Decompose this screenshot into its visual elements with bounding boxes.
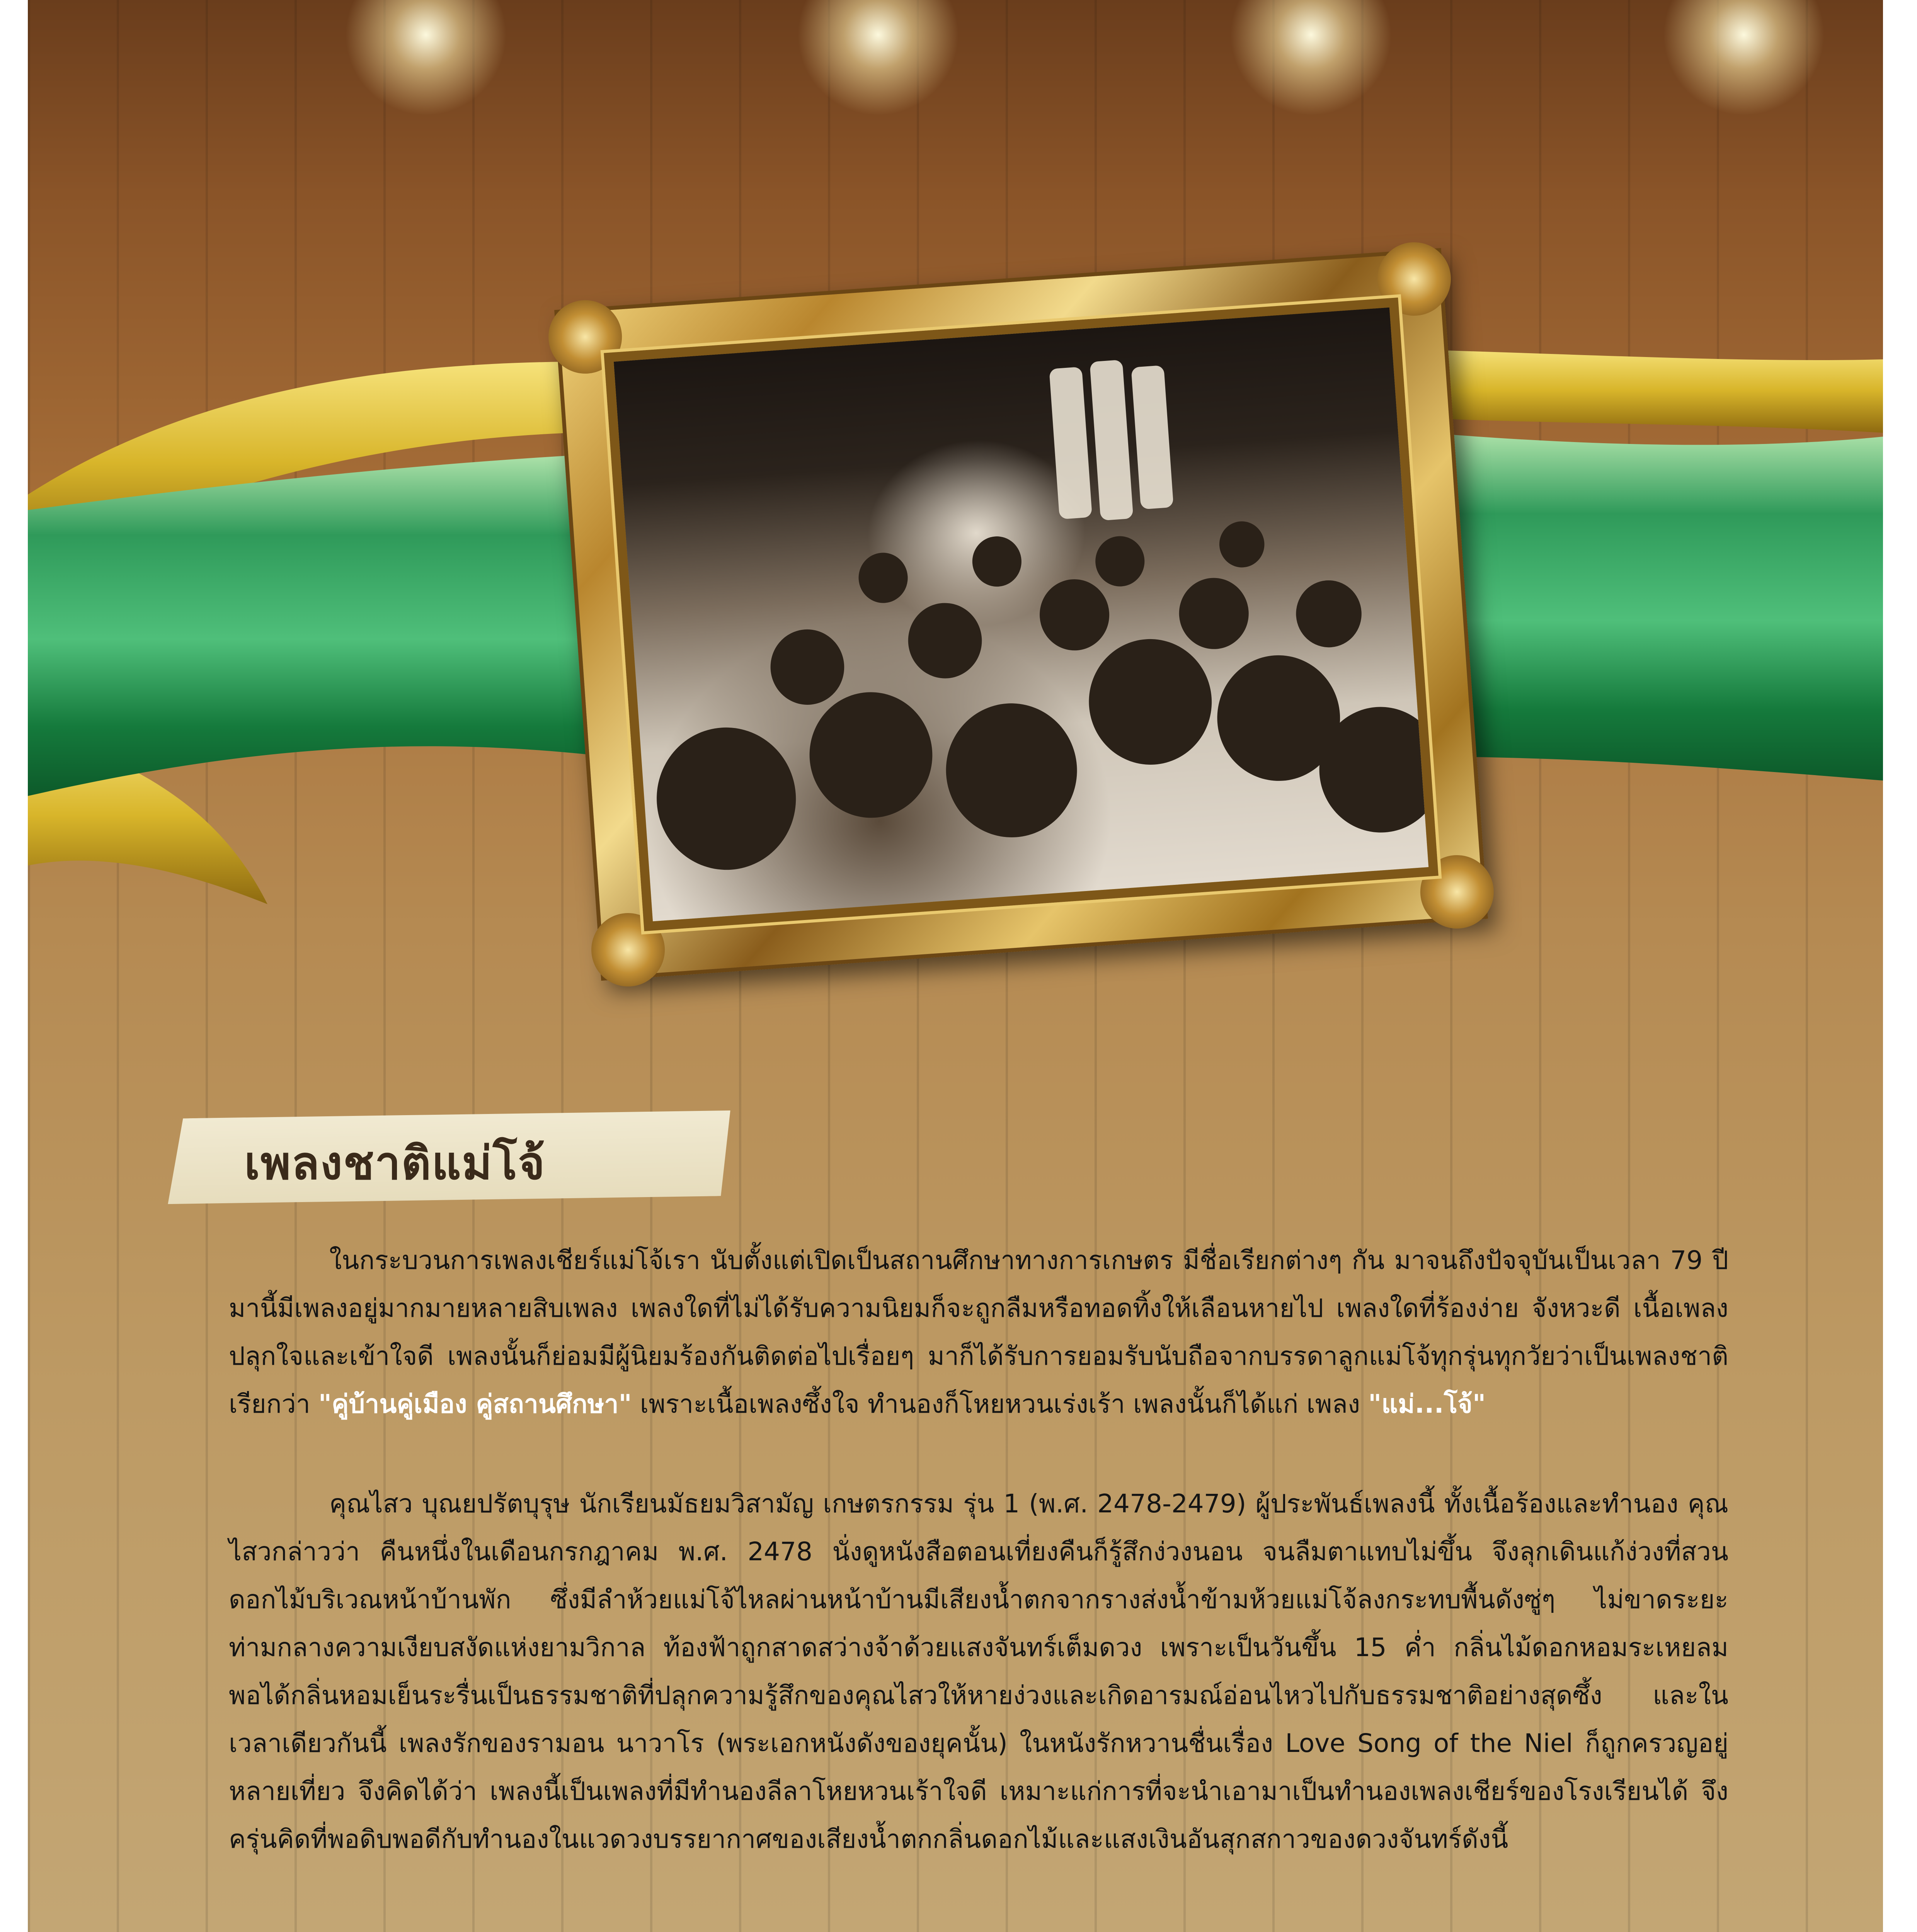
ceiling-light-icon	[345, 0, 507, 116]
vintage-photo	[604, 298, 1439, 931]
ceiling-light-icon	[1663, 0, 1825, 116]
paragraph-2-text: คุณไสว บุณยปรัตบุรุษ นักเรียนมัธยมวิสามัญ เกษตรกรรม รุ่น 1 (พ.ศ. 2478-2479) ผู้ประพันธ์เพลงนี้ ทั้งเนื้อร้องและทำนอง คุณไสวกล่าวว่า คืนหนึ่งในเดือนกรกฎาคม พ.ศ. 2478 นั่งดูหนังสือตอนเที่ยงคืนก็รู้สึกง่วงนอน จนลืมตาแทบไม่ขึ้น จึงลุกเดินแก้ง่วงที่สวนดอกไม้บริเวณหน้าบ้านพัก ซึ่งมีลำห้วยแม่โจ้ไหลผ่านหน้าบ้านมีเสียงน้ำตกจากรางส่งน้ำข้ามห้วยแม่โจ้ลงกระทบพื้นดังซู่ๆ ไม่ขาดระยะท่ามกลางความเงียบสงัดแห่งยามวิกาล ท้องฟ้าถูกสาดสว่างจ้าด้วยแสงจันทร์เต็มดวง เพราะเป็นวันขึ้น 15 ค่ำ กลิ่นไม้ดอกหอมระเหยลม พอได้กลิ่นหอมเย็นระรื่นเป็นธรรมชาติที่ปลุกความรู้สึกของคุณไสวให้หายง่วงและเกิดอารมณ์อ่อนไหวไปกับธรรมชาติอย่างสุดซึ้ง และในเวลาเดียวกันนี้ เพลงรักของรามอน นาวาโร (พระเอกหนังดังของยุคนั้น) ในหนังรักหวานชื่นเรื่อง Love Song of the Niel ก็ถูกครวญอยู่หลายเที่ยว จึงคิดได้ว่า เพลงนี้เป็นเพลงที่มีทำนองลีลาโหยหวนเร้าใจดี เหมาะแก่การที่จะนำเอามาเป็นทำนองเพลงเชียร์ของโรงเรียนได้ จึงครุ่นคิดที่พอดิบพอดีกับทำนองในแวดวงบรรยากาศของเสียงน้ำตกกลิ่นดอกไม้และแสงเงินอันสุกสกาวของดวงจันทร์ดังนี้	[229, 1489, 1728, 1854]
ceiling-light-icon	[1230, 0, 1392, 116]
ceiling-light-icon	[797, 0, 959, 116]
paragraph-1-middle: เพราะเนื้อเพลงซึ้งใจ ทำนองก็โหยหวนเร่งเร้า เพลงนั้นก็ได้แก่ เพลง	[640, 1389, 1360, 1419]
quote-ku-ban-ku-mueang: "คู่บ้านคู่เมือง คู่สถานศึกษา"	[318, 1389, 632, 1419]
page-background	[28, 0, 1883, 1932]
paragraph-1-text: ในกระบวนการเพลงเชียร์แม่โจ้เรา นับตั้งแต่เปิดเป็นสถานศึกษาทางการเกษตร มีชื่อเรียกต่างๆ กัน มาจนถึงปัจจุบันเป็นเวลา 79 ปี มานี้มีเพลงอยู่มากมายหลายสิบเพลง เพลงใดที่ไม่ได้รับความนิยมก็จะถูกลืมหรือทอดทิ้งให้เลือนหายไป เพลงใดที่ร้องง่าย จังหวะดี เนื้อเพลงปลุกใจและเข้าใจดี เพลงนั้นก็ย่อมมีผู้นิยมร้องกันติดต่อไปเรื่อยๆ มาก็ได้รับการยอมรับนับถือจากบรรดาลูกแม่โจ้ทุกรุ่นทุกวัยว่าเป็นเพลงชาติ เรียกว่า	[229, 1245, 1728, 1419]
paragraph-1	[229, 1236, 1728, 1428]
paragraph-2	[229, 1480, 1728, 1863]
quote-mae-jo: "แม่...โจ้"	[1368, 1389, 1486, 1419]
crowd-silhouettes	[614, 308, 1428, 922]
scan-margin-right	[1883, 0, 1917, 1932]
section-heading: เพลงชาติแม่โจ้	[244, 1136, 546, 1190]
ornate-gold-frame	[554, 248, 1488, 981]
